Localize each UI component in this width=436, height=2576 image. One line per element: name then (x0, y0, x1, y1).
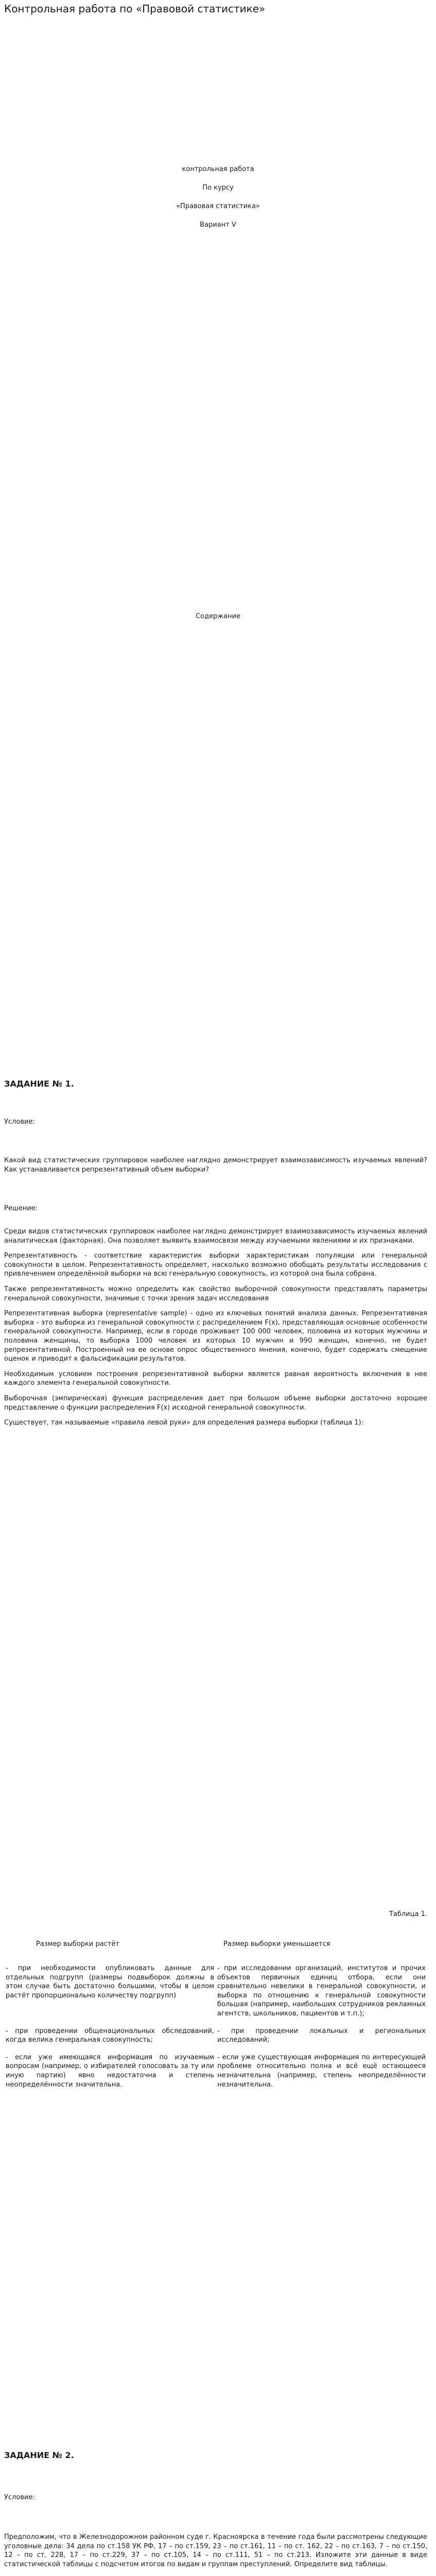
task1-paragraph: Выборочная (эмпирическая) функция распределения дает при большом объеме выборки достаточно хорошее представление о функции распределения F(x) исходной генеральной совокупности. (4, 1394, 427, 1412)
table1 (4, 1964, 427, 2089)
document-title: Контрольная работа по «Правовой статистике» (4, 3, 266, 15)
table-cell: - при проведении общенациональных обследований, когда велика генеральная совокупность; (6, 2027, 214, 2044)
task2-heading: ЗАДАНИЕ № 2. (4, 2450, 74, 2460)
cover-line-2: По курсу (202, 184, 234, 192)
toc-title: Содержание (196, 613, 240, 620)
table-cell: - если уже имеющаяся информация по изучаемым вопросам (например, о избирателей голосовать за ту или иную партию) явно недостаточна и степень неопределённости значительна. (6, 2053, 214, 2089)
table1-header-cell: Размер выборки растёт (36, 1940, 119, 1948)
table-row (4, 2045, 427, 2089)
table-cell: - при исследовании организаций, институтов и прочих объектов первичных единиц отбора, если они сравнительно невелики в генеральной совокупности, и выборка по отношению к генеральной совокупности большая (например, наибольших сотрудников рекламных агентств, школьников, пациентов и т.п.); (217, 1964, 426, 2018)
task1-paragraph: Необходимым условием построения репрезентативной выборки является равная вероятность включения в нее каждого элемента генеральной совокупности. (4, 1370, 427, 1387)
task1-condition-label: Условие: (4, 1118, 35, 1126)
table1-caption: Таблица 1. (389, 1910, 427, 1918)
table-row (4, 2019, 427, 2045)
task1-heading: ЗАДАНИЕ № 1. (4, 1079, 74, 1089)
table-cell: - при проведении локальных и региональных исследований; (217, 2027, 426, 2044)
task1-solution-label: Решение: (4, 1205, 38, 1212)
cover-line-1: контрольная работа (182, 165, 254, 173)
task2-question: Предположим, что в Железнодорожном районном суде г. Красноярска в течение года были рассмотрены следующие уголовные дела: 34 дела по ст.158 УК РФ, 17 – по ст.159, 23 – по ст.161, 11 – по ст. 162, 22 – по ст.163, 7 – по ст.150, 12 – по ст. 228, 17 – по ст.229, 37 – по ст.105, 14 – по ст.111, 51 – по ст.213. Изложите эти данные в виде статистической таблицы с подсчетом итогов по видам и группам преступлений. Определите вид таблицы. (4, 2533, 427, 2568)
task2-condition-label: Условие: (4, 2494, 35, 2501)
table-row (4, 1964, 427, 2019)
table-cell: - если уже существующая информация по интересующей проблеме относительно полна и всё ещё остающееся незначительна (например, степень неопределённости незначительна. (217, 2053, 426, 2089)
task1-paragraph: Репрезентативная выборка (representative sample) - одно из ключевых понятий анализа данных. Репрезентативная выборка - это выборка из генеральной совокупности с распределением F(x), представляющая основные особенности генеральной совокупности. Например, если в городе проживает 100 000 человек, половина из которых мужчины и половина женщины, то выборка 1000 человек из которых 10 мужчин и 990 женщин, конечно, не будет репрезентативной. Построенный на ее основе опрос общественного мнения, конечно, будет содержать смещение оценок и приводит к фальсификации результатов. (4, 1310, 427, 1363)
table1-header-cell: Размер выборки уменьшается (223, 1940, 330, 1948)
task1-paragraph: Также репрезентативность можно определить как свойство выборочной совокупности представлять параметры генеральной совокупности, значимые с точки зрения задач исследования (4, 1285, 427, 1302)
task1-paragraph: Среди видов статистических группировок наиболее наглядно демонстрирует взаимозависимость изучаемых явлений аналитическая (факторная). Она позволяет выявить взаимосвязи между изучаемыми явлениями и их признаками. (4, 1228, 427, 1245)
task1-solution-text (4, 1227, 427, 1434)
task1-paragraph: Репрезентативность - соответствие характеристик выборки характеристикам популяции или генеральной совокупности в целом. Репрезентативность определяет, насколько возможно обобщать результаты исследования с привлечением определённой выборки на всю генеральную совокупность, из которой она была собрана. (4, 1252, 427, 1278)
task1-paragraph: Существует, так называемые «правила левой руки» для определения размера выборки (таблица 1): (4, 1419, 364, 1427)
task1-question: Какой вид статистических группировок наиболее наглядно демонстрирует взаимозависимость изучаемых явлений? Как устанавливается репрезентативный объем выборки? (4, 1157, 427, 1174)
table-cell: - при необходимости опубликовать данные для отдельных подгрупп (размеры подвыборок должны в этом случае быть достаточно большими, чтобы в целом растёт пропорционально количеству подгрупп) (6, 1964, 214, 1999)
cover-line-3: «Правовая статистика» (176, 202, 260, 210)
cover-line-4: Вариант V (200, 221, 236, 229)
